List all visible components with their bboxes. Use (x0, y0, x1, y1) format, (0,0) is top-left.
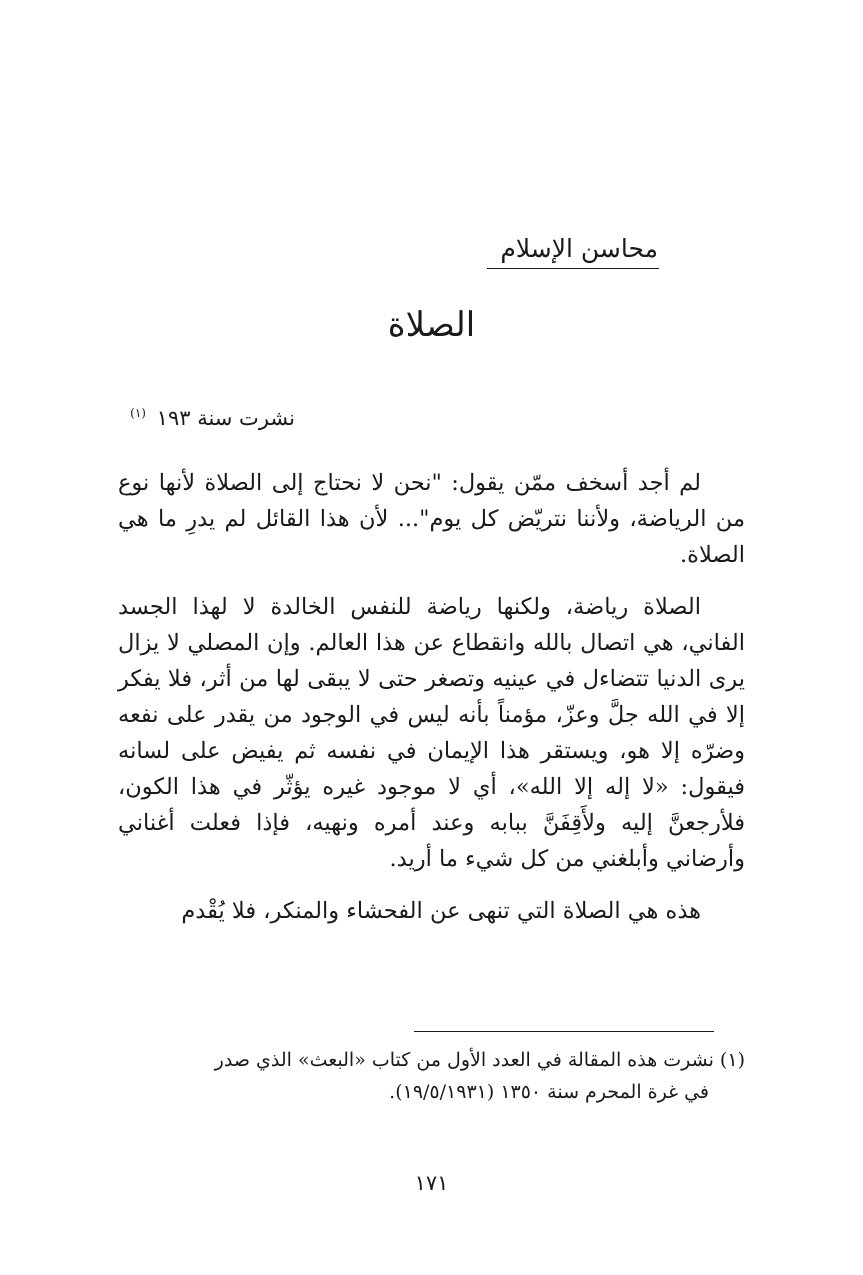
footnote-line-1: (١) نشرت هذه المقالة في العدد الأول من كتاب «البعث» الذي صدر (214, 1049, 745, 1071)
paragraph-2: الصلاة رياضة، ولكنها رياضة للنفس الخالدة لا لهذا الجسد الفاني، هي اتصال بالله وانقطاع عن هذا العالم. وإن المصلي لا يزال يرى الدنيا تتضاءل في عينيه وتصغر حتى لا يبقى لها من أثر، فلا يفكر إلا في الله جلَّ وعزّ، مؤمناً بأنه ليس في الوجود من يقدر على نفعه وضرّه إلا هو، ويستقر هذا الإيمان في نفسه ثم يفيض على لسانه فيقول: «لا إله إلا الله»، أي لا موجود غيره يؤثّر في هذا الكون، فلأرجعنَّ إليه ولأَقِفَنَّ ببابه وعند أمره ونهيه، فإذا فعلت أغناني وأرضاني وأبلغني من كل شيء ما أريد. (118, 594, 745, 872)
footnote-reference: (١) (130, 406, 146, 420)
paragraph-1: لم أجد أسخف ممّن يقول: "نحن لا نحتاج إلى الصلاة لأنها نوع من الرياضة، ولأننا نتريّض كل يوم"... لأن هذا القائل لم يدرِ ما هي الصلاة. (118, 470, 745, 568)
section-title-underline (487, 268, 659, 269)
section-title: محاسن الإسلام (500, 234, 658, 263)
body-text (118, 465, 745, 945)
paragraph-3: هذه هي الصلاة التي تنهى عن الفحشاء والمنكر، فلا يُقْدم (181, 898, 701, 924)
chapter-title: الصلاة (387, 305, 476, 345)
page-number: ١٧١ (414, 1171, 449, 1195)
footnote (118, 1044, 745, 1108)
publication-note-text: نشرت سنة ١٩٣ (156, 406, 295, 430)
footnote-separator (414, 1031, 714, 1032)
footnote-line-2: في غرة المحرم سنة ١٣٥٠ (١٩/٥/١٩٣١). (389, 1081, 709, 1103)
publication-note (130, 396, 295, 435)
